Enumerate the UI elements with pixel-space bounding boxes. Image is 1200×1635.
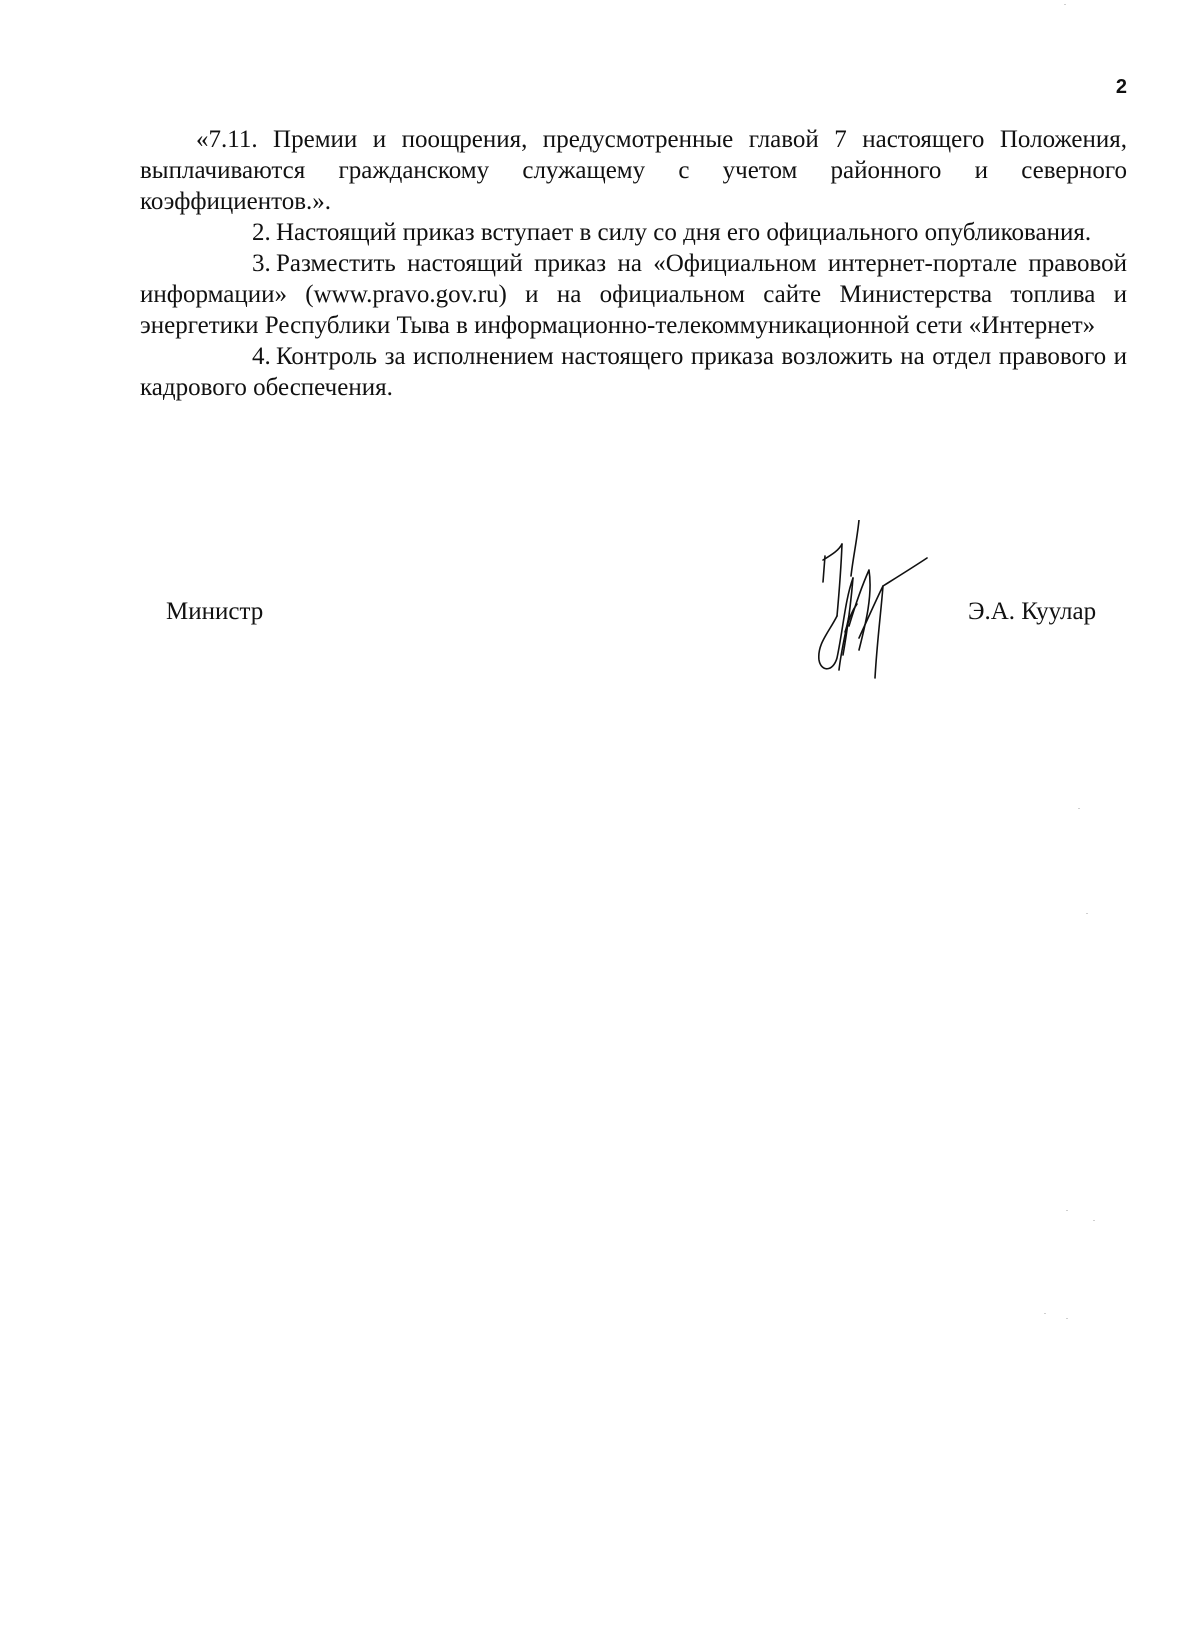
handwritten-signature xyxy=(815,520,955,690)
paragraph-item-2 xyxy=(140,217,1127,248)
signer-position: Министр xyxy=(166,598,264,625)
signature-block xyxy=(0,520,1200,700)
item-number: 2. xyxy=(252,219,271,246)
paragraph-text: Разместить настоящий приказ на «Официальном интернет-портале правовой информации» (www.pravo.gov.ru) и на официальном сайте Министерства топлива и энергетики Республики Тыва в информационно-телекоммуникационной сети «Интернет» xyxy=(140,250,1127,339)
paragraph-text: Настоящий приказ вступает в силу со дня его официального опубликования. xyxy=(276,219,1092,246)
paragraph-text: «7.11. Премии и поощрения, предусмотренные главой 7 настоящего Положения, выплачиваются гражданскому служащему с учетом районного и северного коэффициентов.». xyxy=(140,126,1127,215)
page-number: 2 xyxy=(1115,76,1127,98)
paragraph-item-4 xyxy=(140,341,1127,403)
paragraph-item-3 xyxy=(140,248,1127,341)
document-body xyxy=(140,124,1127,403)
paragraph-7-11 xyxy=(140,124,1127,217)
paragraph-text: Контроль за исполнением настоящего приказа возложить на отдел правового и кадрового обеспечения. xyxy=(140,343,1127,401)
signer-name: Э.А. Куулар xyxy=(968,598,1097,625)
item-number: 4. xyxy=(252,343,271,370)
item-number: 3. xyxy=(252,250,271,277)
